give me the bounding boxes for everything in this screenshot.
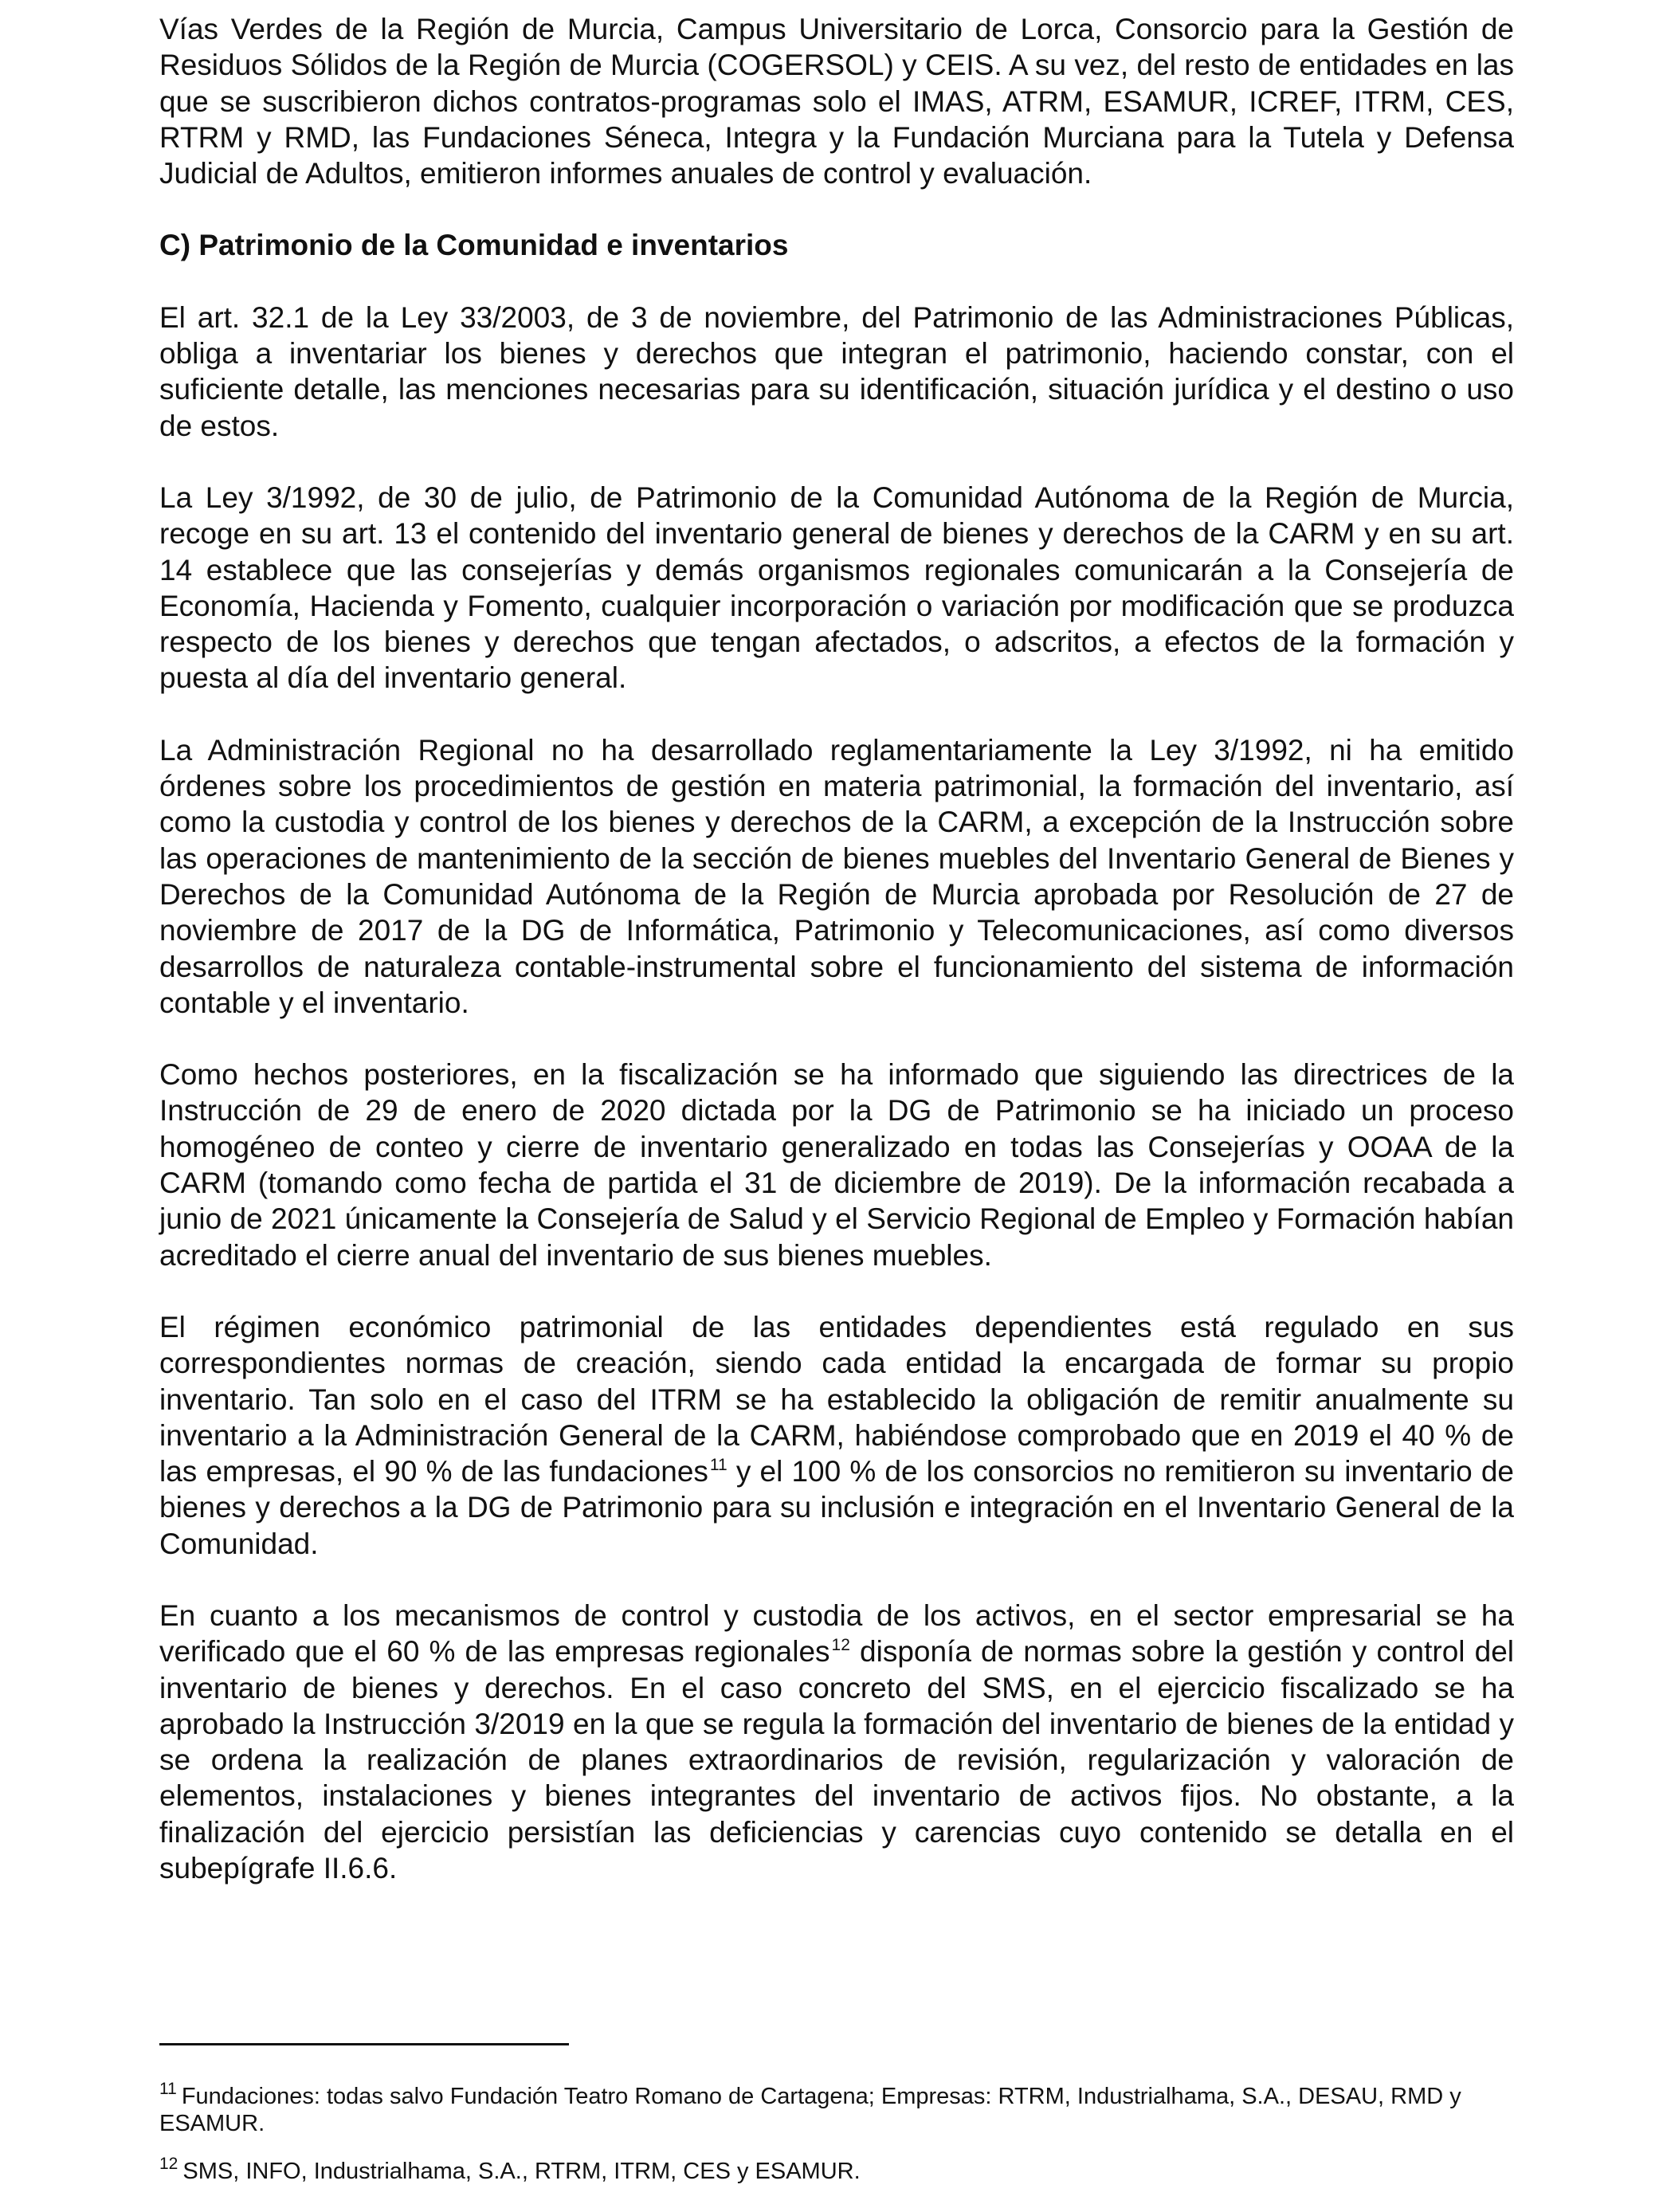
paragraph-continued: Vías Verdes de la Región de Murcia, Campus Universitario de Lorca, Consorcio para la Gestión de Residuos Sólidos de la Región de Murcia (COGERSOL) y CEIS. A su vez, del resto de entidades en las que se suscribieron dichos contratos-programas solo el IMAS, ATRM, ESAMUR, ICREF, ITRM, CES, RTRM y RMD, las Fundaciones Séneca, Integra y la Fundación Murciana para la Tutela y Defensa Judicial de Adultos, emitieron informes anuales de control y evaluación. [159,13,1514,190]
paragraph-text-part: y el 100 % de los consorcios no remitieron su inventario de bienes y derechos a la DG de Patrimonio para su inclusión e integración en el Inventario General de la Comunidad. [159,1455,1515,1560]
footnote-reference-11[interactable]: 11 [709,1456,728,1475]
paragraph-text-part: disponía de normas sobre la gestión y control del inventario de bienes y derechos. En el caso concreto del SMS, en el ejercicio fiscalizado se ha aprobado la Instrucción 3/2019 en la que se regula la formación del inventario de bienes de la entidad y se ordena la realización de planes extraordinarios de revisión, regularización y valoración de elementos, instalaciones y bienes integrantes del inventario de activos fijos. No obstante, a la finalización del ejercicio persistían las deficiencias y carencias cuyo contenido se detalla en el subepígrafe II.6.6. [159,1635,1515,1885]
paragraph-text-part: El régimen económico patrimonial de las entidades dependientes está regulado en sus correspondientes normas de creación, siendo cada entidad la encargada de formar su propio inventario. Tan solo en el caso del ITRM se ha establecido la obligación de remitir anualmente su inventario a la Administración General de la CARM, habiéndose comprobado que en 2019 el 40 % de las empresas, el 90 % de las fundaciones [159,1310,1514,1488]
section-heading: C) Patrimonio de la Comunidad e inventarios [159,229,789,262]
footnote-separator [159,2043,569,2045]
footnote-reference-12[interactable]: 12 [831,1636,850,1655]
footnote-12 [159,2155,1514,2185]
paragraph-mecanismos-control [159,1598,1514,1886]
footnote-text: Fundaciones: todas salvo Fundación Teatro Romano de Cartagena; Empresas: RTRM, Industrialhama, S.A., DESAU, RMD y ESAMUR. [159,2084,1461,2136]
footnote-number: 12 [159,2155,178,2173]
document-body [159,11,1514,1922]
paragraph-administracion-regional: La Administración Regional no ha desarrollado reglamentariamente la Ley 3/1992, ni ha emitido órdenes sobre los procedimientos de gestión en materia patrimonial, la formación del inventario, así como la custodia y control de los bienes y derechos de la CARM, a excepción de la Instrucción sobre las operaciones de mantenimiento de la sección de bienes muebles del Inventario General de Bienes y Derechos de la Comunidad Autónoma de la Región de Murcia aprobada por Resolución de 27 de noviembre de 2017 de la DG de Informática, Patrimonio y Telecomunicaciones, así como diversos desarrollos de naturaleza contable-instrumental sobre el funcionamiento del sistema de información contable y el inventario. [159,733,1514,1019]
footnote-11 [159,2080,1514,2137]
footnote-number: 11 [159,2080,177,2098]
paragraph-ley-3-1992: La Ley 3/1992, de 30 de julio, de Patrimonio de la Comunidad Autónoma de la Región de Murcia, recoge en su art. 13 el contenido del inventario general de bienes y derechos de la CARM y en su art. 14 establece que las consejerías y demás organismos regionales comunicarán a la Consejería de Economía, Hacienda y Fomento, cualquier incorporación o variación por modificación que se produzca respecto de los bienes y derechos que tengan afectados, o adscritos, a efectos de la formación y puesta al día del inventario general. [159,480,1514,695]
footnote-text: SMS, INFO, Industrialhama, S.A., RTRM, ITRM, CES y ESAMUR. [182,2159,861,2184]
paragraph-hechos-posteriores: Como hechos posteriores, en la fiscalización se ha informado que siguiendo las directrices de la Instrucción de 29 de enero de 2020 dictada por la DG de Patrimonio se ha iniciado un proceso homogéneo de conteo y cierre de inventario generalizado en todas las Consejerías y OOAA de la CARM (tomando como fecha de partida el 31 de diciembre de 2019). De la información recabada a junio de 2021 únicamente la Consejería de Salud y el Servicio Regional de Empleo y Formación habían acreditado el cierre anual del inventario de sus bienes muebles. [159,1058,1514,1272]
paragraph-text-part: En cuanto a los mecanismos de control y custodia de los activos, en el sector empresarial se ha verificado que el 60 % de las empresas regionales [159,1598,1514,1669]
footnotes [159,2080,1514,2206]
paragraph-regimen-economico [159,1309,1514,1562]
paragraph-ley-33-2003: El art. 32.1 de la Ley 33/2003, de 3 de noviembre, del Patrimonio de las Administraciones Públicas, obliga a inventariar los bienes y derechos que integran el patrimonio, haciendo constar, con el suficiente detalle, las menciones necesarias para su identificación, situación jurídica y el destino o uso de estos. [159,300,1514,442]
